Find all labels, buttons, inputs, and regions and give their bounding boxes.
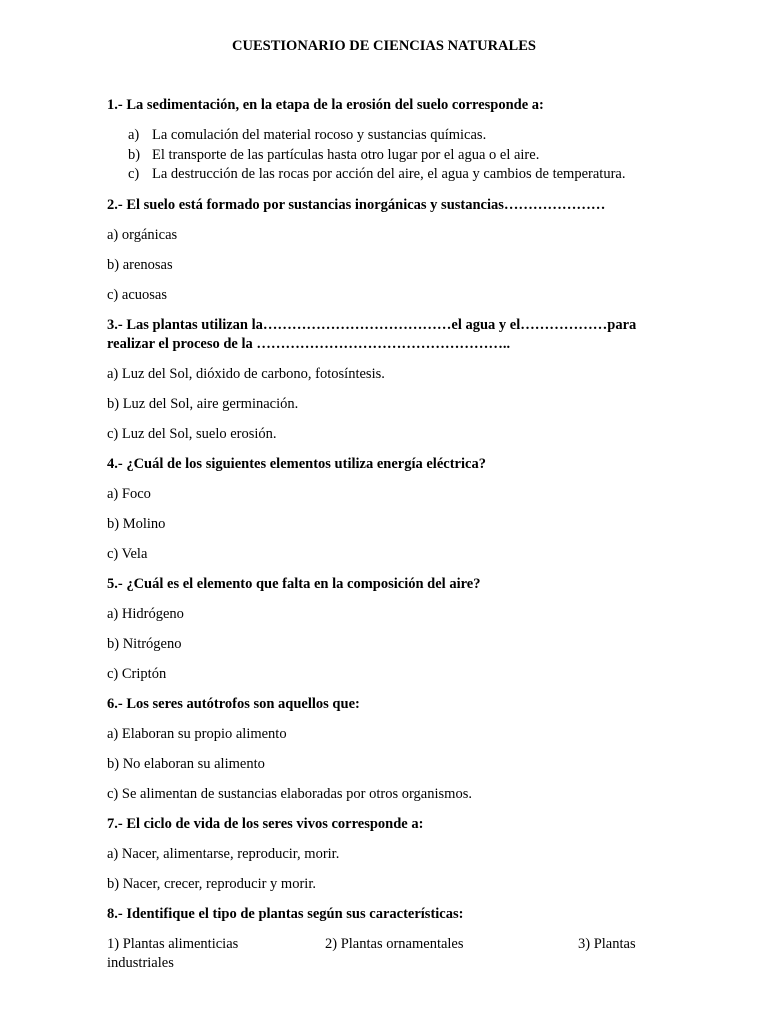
questionnaire-body (107, 96, 667, 973)
question-4-option-a: a) Foco (107, 485, 151, 502)
plant-type-2: 2) Plantas ornamentales (325, 935, 464, 952)
question-2-option-c: c) acuosas (107, 286, 167, 303)
question-4: 4.- ¿Cuál de los siguientes elementos utiliza energía eléctrica? (107, 455, 486, 472)
question-1-options (107, 126, 667, 185)
question-3-option-a: a) Luz del Sol, dióxido de carbono, fotosíntesis. (107, 365, 385, 382)
question-1-option-c: c) La destrucción de las rocas por acción del aire, el agua y cambios de temperatura. (128, 166, 626, 182)
question-2-option-b: b) arenosas (107, 256, 173, 273)
question-6-option-a: a) Elaboran su propio alimento (107, 725, 287, 742)
plant-type-3-continued: industriales (107, 954, 174, 971)
question-3-option-b: b) Luz del Sol, aire germinación. (107, 395, 299, 412)
question-8-columns (107, 935, 667, 973)
question-3 (107, 316, 667, 354)
question-4-option-b: b) Molino (107, 515, 166, 532)
question-1-option-a: a) La comulación del material rocoso y sustancias químicas. (128, 127, 487, 143)
question-3-line-1: 3.- Las plantas utilizan la…………………………………el agua y el………………para (107, 316, 637, 333)
question-5-option-a: a) Hidrógeno (107, 605, 184, 622)
question-2-option-a: a) orgánicas (107, 226, 178, 243)
question-1-option-b: b) El transporte de las partículas hasta otro lugar por el agua o el aire. (128, 146, 540, 163)
question-4-option-c: c) Vela (107, 545, 148, 562)
question-5: 5.- ¿Cuál es el elemento que falta en la composición del aire? (107, 575, 481, 592)
question-5-option-b: b) Nitrógeno (107, 635, 182, 652)
question-6: 6.- Los seres autótrofos son aquellos que: (107, 695, 360, 712)
question-7-option-a: a) Nacer, alimentarse, reproducir, morir. (107, 845, 340, 862)
question-3-option-c: c) Luz del Sol, suelo erosión. (107, 425, 277, 442)
question-6-option-b: b) No elaboran su alimento (107, 755, 265, 772)
plant-type-1: 1) Plantas alimenticias (107, 935, 239, 952)
question-5-option-c: c) Criptón (107, 665, 167, 682)
question-1: 1.- La sedimentación, en la etapa de la erosión del suelo corresponde a: (107, 97, 544, 113)
question-7: 7.- El ciclo de vida de los seres vivos corresponde a: (107, 815, 424, 832)
question-7-option-b: b) Nacer, crecer, reproducir y morir. (107, 875, 316, 892)
question-8: 8.- Identifique el tipo de plantas según sus características: (107, 905, 464, 922)
page-title: CUESTIONARIO DE CIENCIAS NATURALES (232, 38, 536, 54)
question-6-option-c: c) Se alimentan de sustancias elaboradas por otros organismos. (107, 785, 472, 802)
plant-type-3: 3) Plantas (578, 935, 636, 952)
question-3-line-2: realizar el proceso de la …………………………………………….. (107, 335, 511, 352)
question-2: 2.- El suelo está formado por sustancias inorgánicas y sustancias………………… (107, 196, 606, 213)
